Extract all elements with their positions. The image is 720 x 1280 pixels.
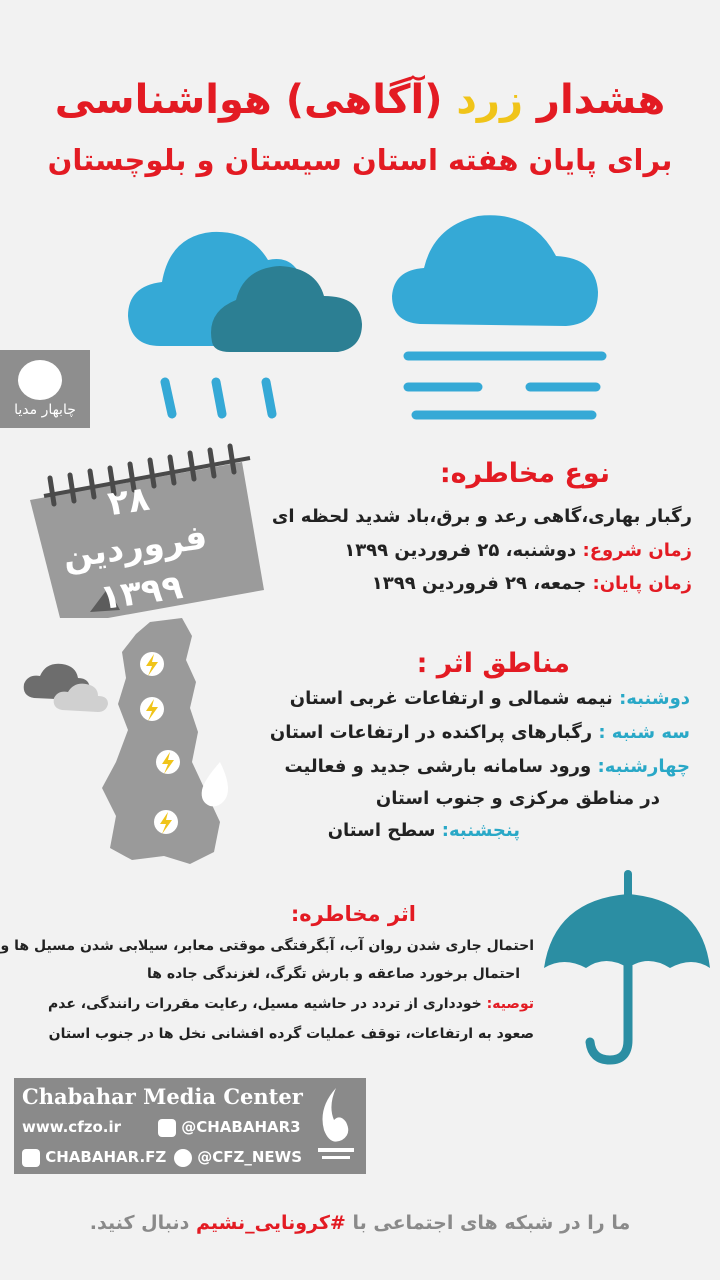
area-item [285,756,691,777]
advice-line-1 [48,996,534,1012]
twitter-link[interactable] [158,1118,301,1137]
area-day: سه شنبه : [598,722,690,743]
rain-cloud-icon [128,232,362,414]
website-link[interactable]: www.cfzo.ir [22,1118,122,1136]
small-clouds-icon [24,664,108,712]
twitter-icon [158,1119,176,1137]
area-item [270,722,690,743]
title-part-1: هشدار [523,77,666,123]
effect-line-1: احتمال جاری شدن روان آب، آبگرفتگی موقتی معابر، سیلابی شدن مسیل ها و [0,938,534,954]
bottom-suffix: دنبال کنید. [89,1212,196,1234]
hazard-start [344,540,692,561]
start-label: زمان شروع: [582,540,692,561]
area-text: سطح استان [327,820,442,841]
area-item [328,820,520,841]
bottom-prefix: ما را در شبکه های اجتماعی با [345,1212,631,1234]
areas-heading: مناطق اثر : [416,648,570,679]
chabahar-media-logo-icon [18,360,62,400]
instagram-link[interactable] [22,1148,166,1167]
hazard-description: رگبار بهاری،گاهی رعد و برق،باد شدید لحظه ای [271,506,692,527]
advice-line-2: صعود به ارتفاعات، توقف عملیات گرده افشانی نخل ها در جنوب استان [48,1026,534,1042]
bottom-hashtag[interactable]: #کرونایی_نشیم [196,1212,346,1234]
advice-text-1: خودداری از تردد در حاشیه مسیل، رعایت مقررات رانندگی، عدم [47,996,487,1012]
telegram-icon [174,1149,192,1167]
advice-label: توصیه: [486,996,534,1012]
page-title [0,72,720,128]
end-label: زمان پایان: [592,573,692,594]
telegram-handle: @CFZ_NEWS [197,1148,303,1166]
area-text: ورود سامانه بارشی جدید و فعالیت [284,756,598,777]
calendar-date-line: ۲۸ فروردین [60,478,210,577]
instagram-handle: CHABAHAR.FZ [45,1148,167,1166]
area-text: نیمه شمالی و ارتفاعات غربی استان [289,688,620,709]
footer-title: Chabahar Media Center [22,1084,303,1109]
province-map [20,612,260,882]
chabahar-free-zone-logo-icon [312,1084,360,1164]
page-subtitle: برای پایان هفته استان سیستان و بلوچستان [47,143,673,177]
weather-illustration [0,196,720,436]
area-text: رگبارهای پراکنده در ارتفاعات استان [269,722,599,743]
water-drop-icon [202,762,228,806]
fog-cloud-icon [392,215,602,415]
hazard-end [372,573,692,594]
bottom-callout [0,1212,720,1234]
end-value: جمعه، ۲۹ فروردین ۱۳۹۹ [371,573,593,594]
calendar-date [31,465,238,628]
area-day: دوشنبه: [619,688,690,709]
effect-heading: اثر مخاطره: [290,902,416,926]
instagram-icon [22,1149,40,1167]
effect-line-2: احتمال برخورد صاعقه و بارش تگرگ، لغزندگی جاده ها [146,966,520,982]
calendar-year-line: ۱۳۹۹ [97,566,186,619]
area-day: چهارشنبه: [597,756,690,777]
area-item [376,788,660,809]
hazard-heading: نوع مخاطره: [439,458,610,489]
area-day: پنجشنبه: [441,820,520,841]
twitter-handle: @CHABAHAR3 [181,1118,301,1136]
side-logo-badge [0,350,90,428]
telegram-link[interactable] [174,1148,302,1167]
title-highlight: زرد [456,77,523,123]
area-item [290,688,690,709]
area-text: در مناطق مرکزی و جنوب استان [375,788,660,809]
title-part-2: (آگاهی) هواشناسی [54,77,457,123]
start-value: دوشنبه، ۲۵ فروردین ۱۳۹۹ [344,540,583,561]
side-logo-label: چابهار مدیا [14,402,76,418]
umbrella-icon [542,870,712,1070]
